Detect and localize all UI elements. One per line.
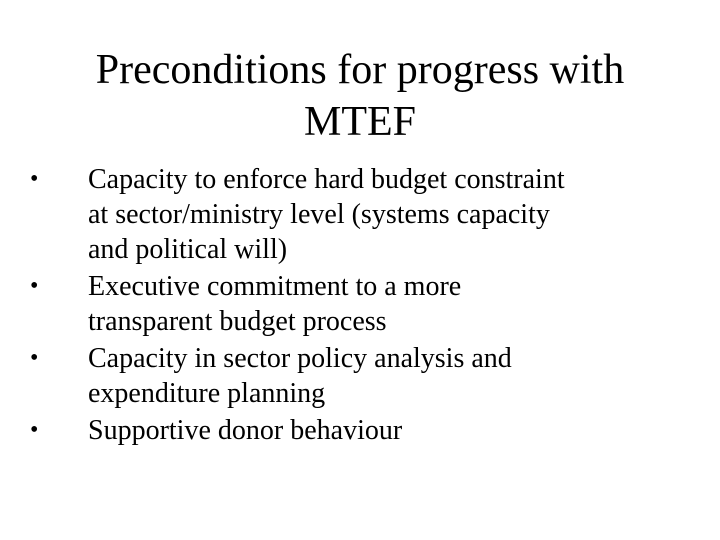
- bullet-item: [30, 269, 670, 339]
- bullet-line: at sector/ministry level (systems capacity: [88, 199, 550, 230]
- bullet-line: Capacity in sector policy analysis and: [88, 343, 512, 374]
- bullet-line: Capacity to enforce hard budget constraint: [88, 164, 565, 195]
- bullet-text: [88, 413, 670, 448]
- bullet-marker: •: [30, 345, 39, 371]
- slide-title: [60, 44, 660, 148]
- slide-title-line: Preconditions for progress with: [95, 47, 625, 93]
- bullet-line: transparent budget process: [88, 306, 387, 337]
- bullet-text: [88, 162, 670, 267]
- bullet-item: [30, 162, 670, 267]
- bullet-marker: •: [30, 273, 39, 299]
- bullet-item: [30, 341, 670, 411]
- bullet-line: and political will): [88, 234, 288, 265]
- bullet-item: [30, 413, 670, 448]
- bullet-marker: •: [30, 417, 39, 443]
- bullet-line: Supportive donor behaviour: [88, 415, 403, 446]
- bullet-line: Executive commitment to a more: [88, 271, 462, 302]
- slide-title-line: MTEF: [303, 99, 416, 145]
- bullet-list: [30, 162, 670, 450]
- bullet-text: [88, 269, 670, 339]
- bullet-text: [88, 341, 670, 411]
- bullet-marker: •: [30, 166, 39, 192]
- bullet-line: expenditure planning: [88, 378, 326, 409]
